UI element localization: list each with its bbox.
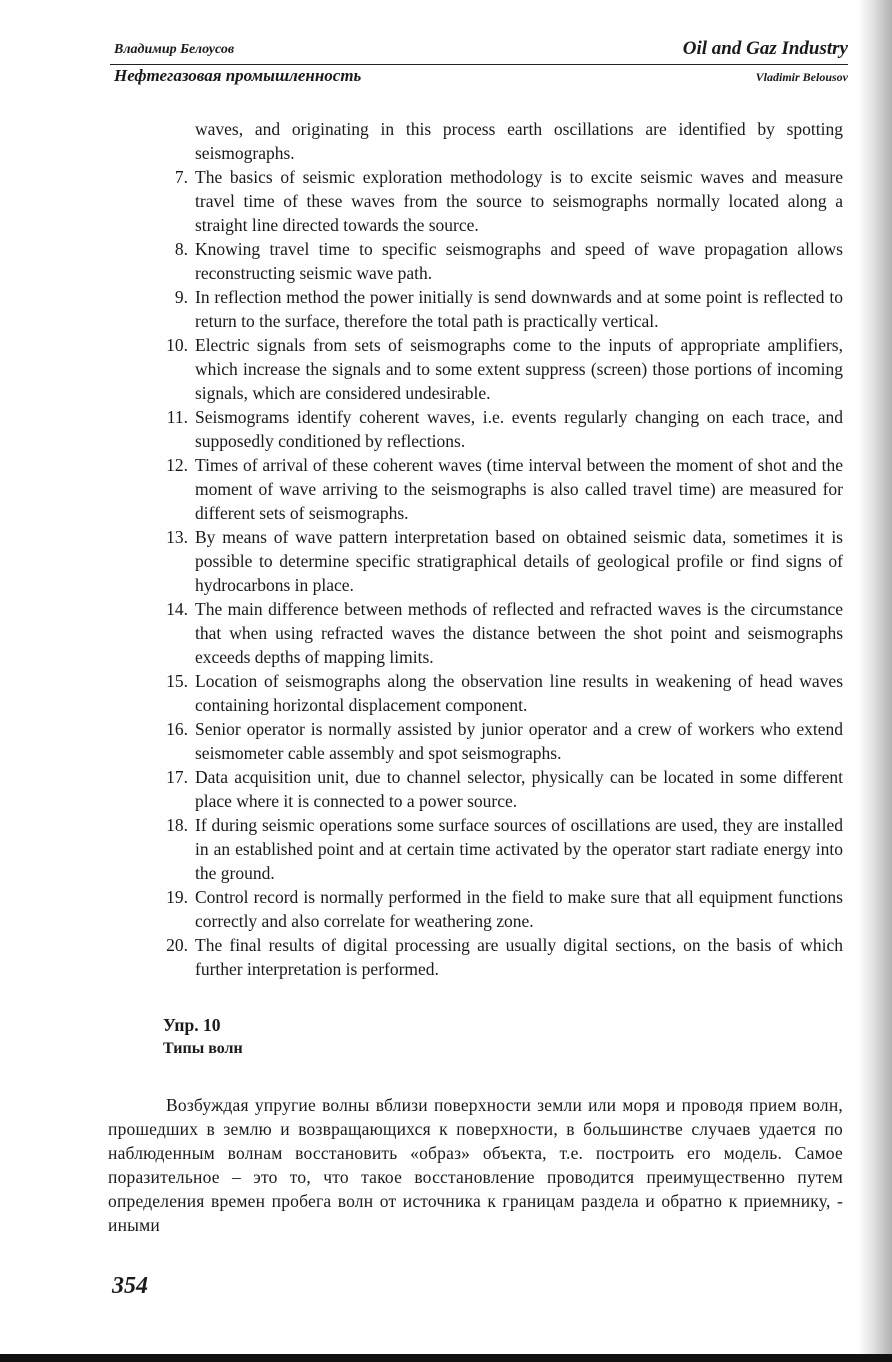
list-item-number: 16.	[166, 719, 188, 739]
list-item	[108, 525, 843, 597]
list-item-number: 10.	[166, 335, 188, 355]
list-item-number: 11.	[166, 407, 188, 427]
list-item-number: 7.	[174, 167, 188, 187]
list-item-text: The final results of digital processing are usually digital sections, on the basis of which further interpretation is performed.	[195, 935, 843, 979]
list-item	[108, 933, 843, 981]
list-item-text: The main difference between methods of reflected and refracted waves is the circumstance that when using refracted waves the distance between the shot point and seismographs exceeds depths of mapping limits.	[195, 599, 843, 667]
list-item-number: 20.	[166, 935, 188, 955]
page-number: 354	[112, 1273, 148, 1299]
list-item	[108, 405, 843, 453]
list-item	[108, 333, 843, 405]
list-item-text: Electric signals from sets of seismographs come to the inputs of appropriate amplifiers, which increase the signals and to some extent suppress (screen) those portions of incoming signals, which are considered undesirable.	[195, 335, 843, 403]
list-item	[108, 885, 843, 933]
page-body	[108, 117, 843, 1255]
exercise-title: Типы волн	[163, 1040, 243, 1057]
list-item-number: 18.	[166, 815, 188, 835]
list-item-text: By means of wave pattern interpretation based on obtained seismic data, sometimes it is possible to determine specific stratigraphical details of geological profile or find signs of hydrocarbons in place.	[195, 527, 843, 595]
list-item-number: 17.	[166, 767, 188, 787]
list-item-text: Location of seismographs along the observation line results in weakening of head waves containing horizontal displacement component.	[195, 671, 843, 715]
numbered-list	[108, 165, 843, 981]
list-item	[108, 597, 843, 669]
list-item-text: Data acquisition unit, due to channel selector, physically can be located in some different place where it is connected to a power source.	[195, 767, 843, 811]
body-paragraph: Возбуждая упругие волны вблизи поверхности земли или моря и проводя прием волн, прошедших в землю и возвращающихся к поверхности, в большинстве случаев удается по наблюденным волнам восстановить «образ» объекта, т.е. построить его модель. Самое поразительное – это то, что такое восстановление проводится преимущественно путем определения времен пробега волн от источника к границам раздела и обратно к приемнику, - иными	[108, 1095, 843, 1235]
list-item-number: 8.	[174, 239, 188, 259]
list-item-text: Times of arrival of these coherent waves (time interval between the moment of shot and the moment of wave arriving to the seismographs is also called travel time) are measured for different sets of seismographs.	[195, 455, 843, 523]
header-author-ru: Владимир Белоусов	[114, 42, 235, 57]
list-item	[108, 237, 843, 285]
list-item	[108, 165, 843, 237]
list-item	[108, 765, 843, 813]
continued-item-text: waves, and originating in this process earth oscillations are identified by spotting seismographs.	[195, 119, 843, 163]
list-item-text: Senior operator is normally assisted by junior operator and a crew of workers who extend seismometer cable assembly and spot seismographs.	[195, 719, 843, 763]
exercise-heading	[108, 1013, 843, 1061]
exercise-number: Упр. 10	[163, 1015, 221, 1035]
header-journal-ru: Нефтегазовая промышленность	[114, 66, 362, 85]
running-header-bottom	[110, 66, 848, 88]
header-author-en: Vladimir Belousov	[755, 70, 848, 84]
list-item-text: Control record is normally performed in the field to make sure that all equipment functions correctly and also correlate for weathering zone.	[195, 887, 843, 931]
scan-edge-shadow	[858, 0, 892, 1362]
list-item	[108, 285, 843, 333]
list-item	[108, 717, 843, 765]
header-journal-en: Oil and Gaz Industry	[682, 38, 848, 59]
list-item-text: Seismograms identify coherent waves, i.e. events regularly changing on each trace, and supposedly conditioned by reflections.	[195, 407, 843, 451]
list-item	[108, 453, 843, 525]
list-item	[108, 813, 843, 885]
list-item-number: 19.	[166, 887, 188, 907]
list-item-number: 15.	[166, 671, 188, 691]
list-item	[108, 669, 843, 717]
list-item-text: The basics of seismic exploration methodology is to excite seismic waves and measure travel time of these waves from the source to seismographs normally located along a straight line directed towards the source.	[195, 167, 843, 235]
list-item-number: 9.	[174, 287, 188, 307]
running-header-top	[110, 38, 848, 65]
scan-bottom-border	[0, 1354, 892, 1362]
list-item-text: Knowing travel time to specific seismographs and speed of wave propagation allows reconstructing seismic wave path.	[195, 239, 843, 283]
list-item-text: In reflection method the power initially is send downwards and at some point is reflected to return to the surface, therefore the total path is practically vertical.	[195, 287, 843, 331]
list-item-number: 12.	[166, 455, 188, 475]
list-item-number: 13.	[166, 527, 188, 547]
list-item-text: If during seismic operations some surface sources of oscillations are used, they are installed in an established point and at certain time activated by the operator start radiate energy into the ground.	[195, 815, 843, 883]
list-item-number: 14.	[166, 599, 188, 619]
